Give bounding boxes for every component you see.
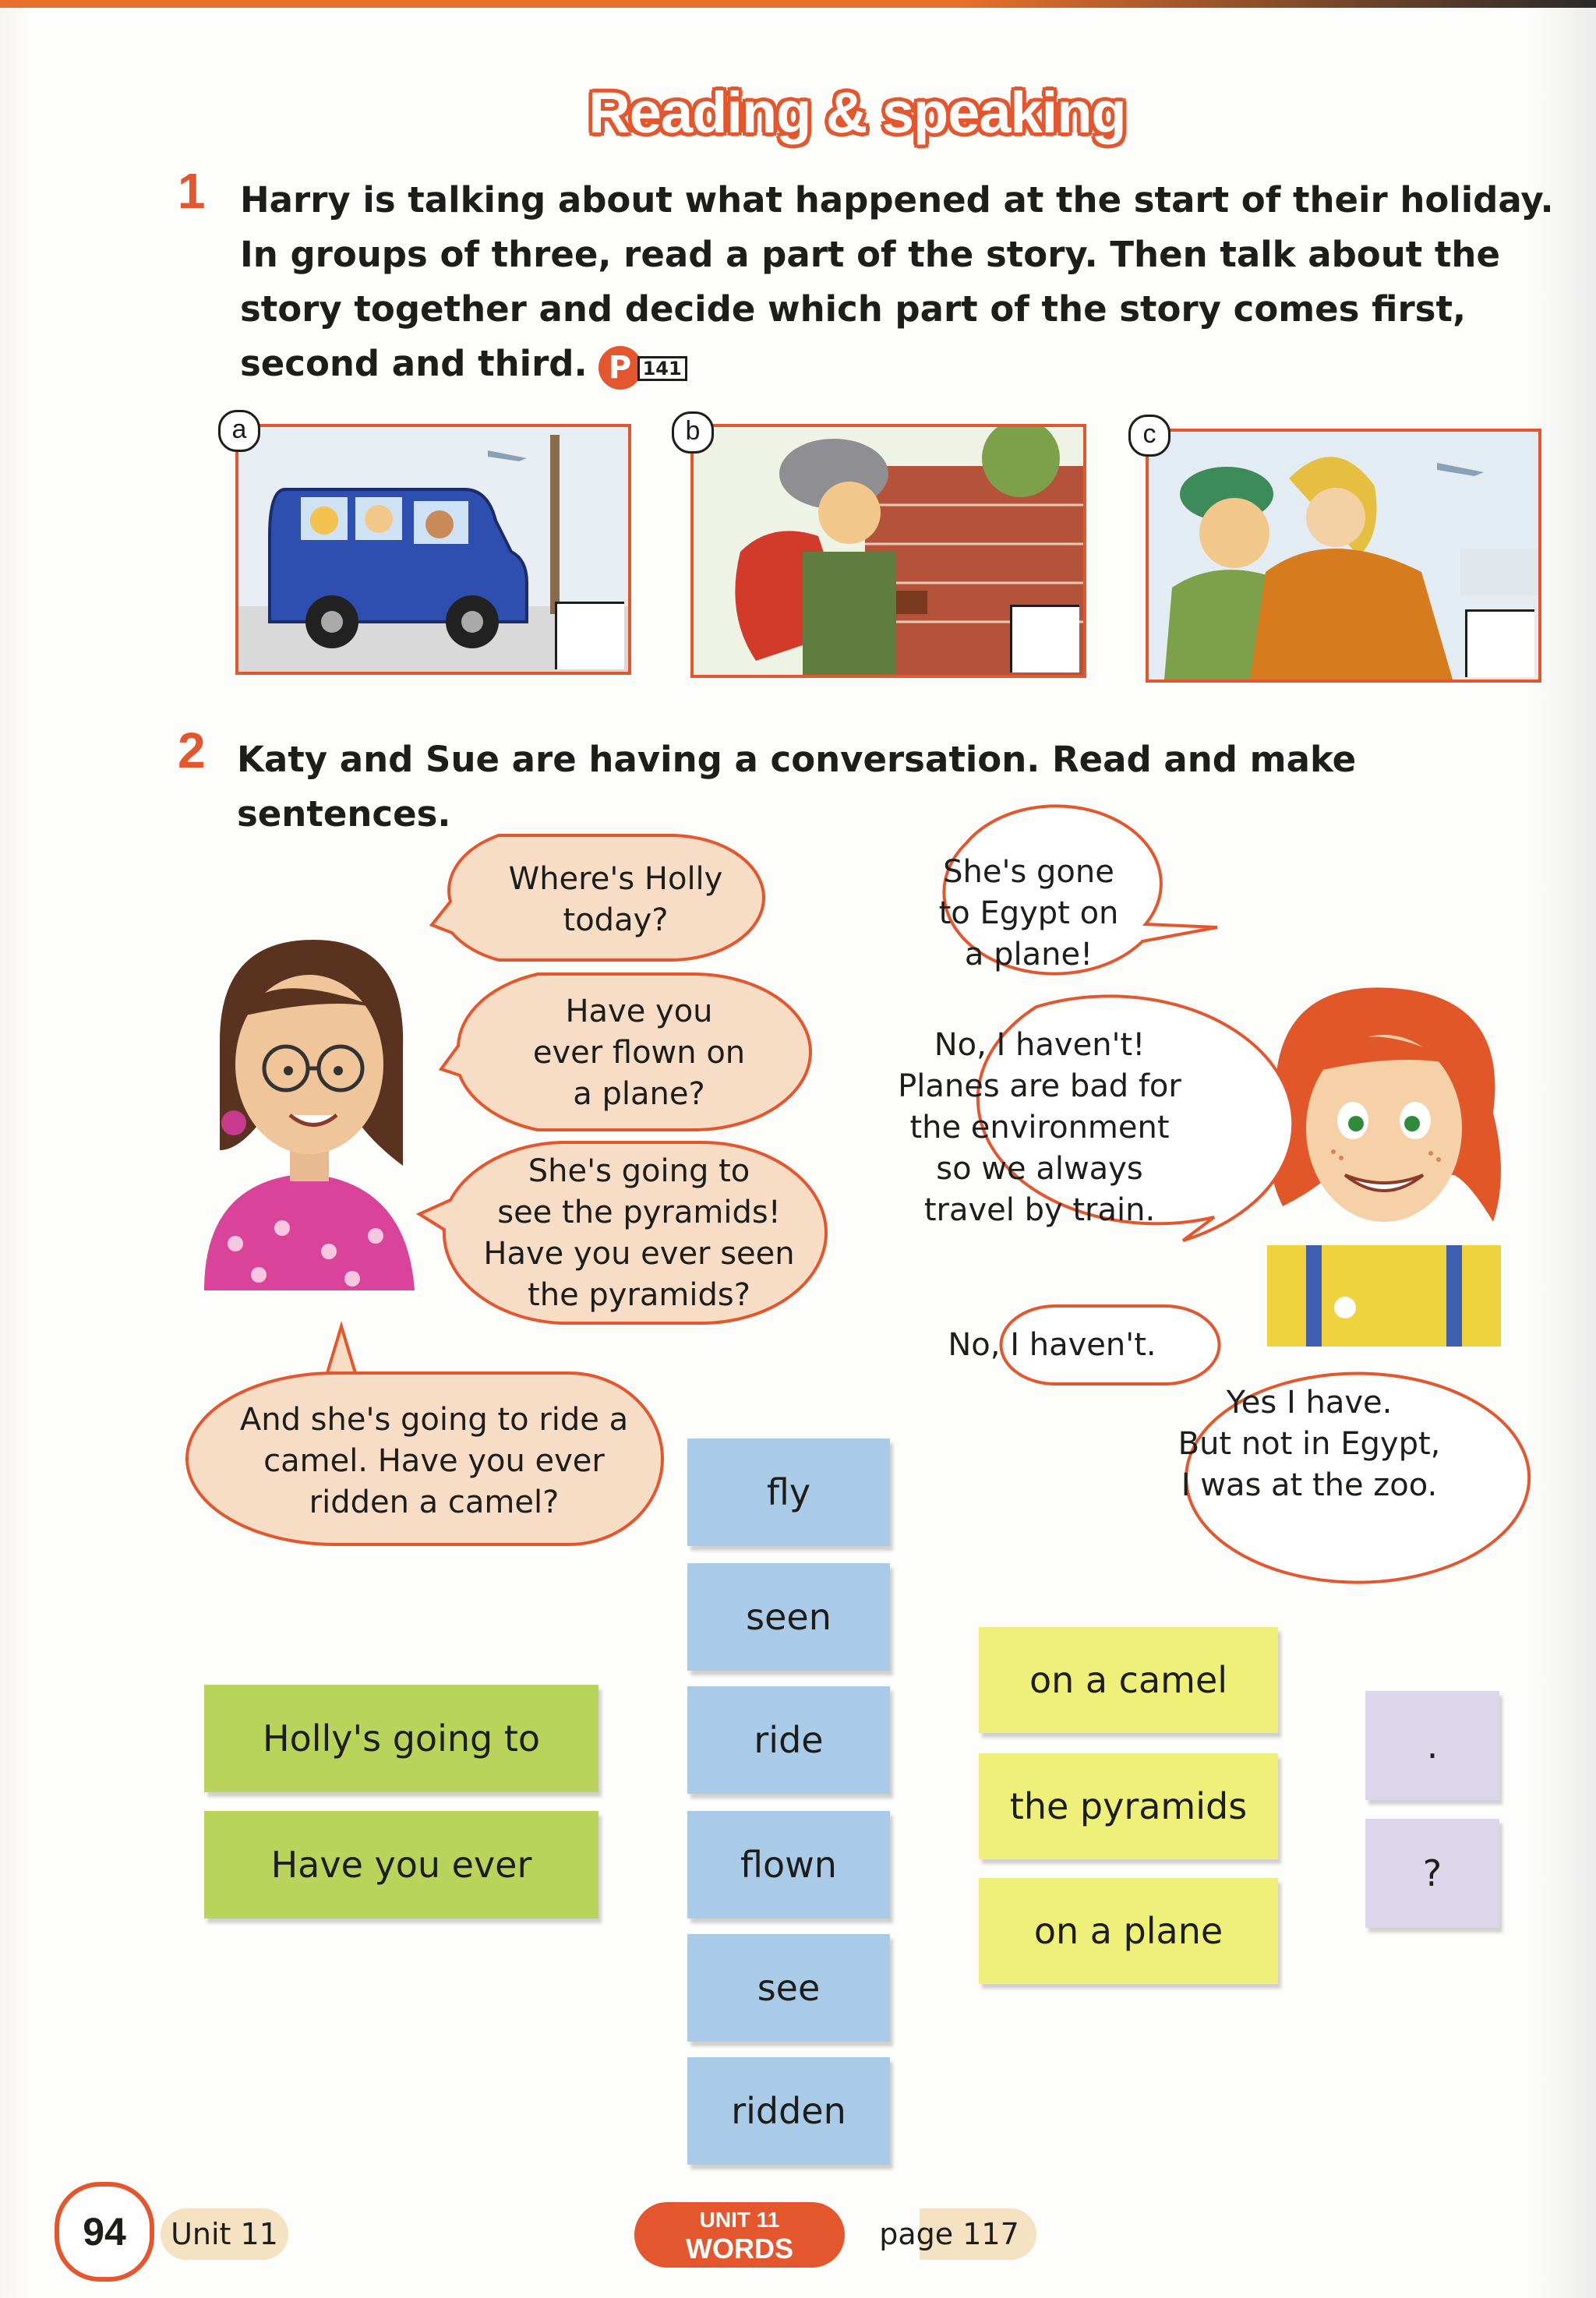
bubble-gone-egypt: She's gone to Egypt on a plane! bbox=[938, 853, 1119, 973]
exercise-1-line: In groups of three, read a part of the story. Then talk about the bbox=[240, 234, 1500, 275]
bubble-camel: And she's going to ride a camel. Have you ever ridden a camel? bbox=[239, 1401, 629, 1520]
exercise-1-line: Harry is talking about what happened at the start of their holiday. bbox=[240, 179, 1554, 221]
exercise-1-line: second and third. P 141 bbox=[240, 337, 1580, 394]
picture-label-a: a bbox=[218, 410, 260, 452]
card-the-pyramids[interactable]: the pyramids bbox=[979, 1753, 1278, 1859]
exercise-2-instruction: Katy and Sue are having a conversation. Read and make sentences. bbox=[237, 739, 1357, 835]
page-number: 94 bbox=[55, 2182, 154, 2282]
unit-words-badge[interactable] bbox=[634, 2202, 845, 2268]
card-ride[interactable]: ride bbox=[687, 1686, 890, 1794]
card-question-mark[interactable]: ? bbox=[1365, 1819, 1499, 1928]
exercise-1-number: 1 bbox=[178, 163, 206, 219]
picture-label-c: c bbox=[1128, 415, 1171, 457]
bubble-no-i-havent: No, I haven't. bbox=[948, 1326, 1156, 1363]
card-on-a-plane[interactable]: on a plane bbox=[979, 1878, 1278, 1984]
card-on-a-camel[interactable]: on a camel bbox=[979, 1627, 1278, 1733]
reference-page: 141 bbox=[637, 356, 687, 381]
reference-letter: P bbox=[598, 346, 642, 390]
exercise-1-line: story together and decide which part of the story comes first, bbox=[240, 288, 1467, 330]
card-ridden[interactable]: ridden bbox=[687, 2057, 890, 2165]
bubble-where-holly: Where's Holly today? bbox=[508, 861, 723, 938]
bubble-planes-bad: No, I haven't! Planes are bad for the environment so we always travel by train. bbox=[898, 1026, 1181, 1228]
picture-label-b: b bbox=[672, 411, 714, 454]
card-flown[interactable]: flown bbox=[687, 1811, 890, 1919]
bubble-pyramids: She's going to see the pyramids! Have you ever seen the pyramids? bbox=[483, 1153, 795, 1313]
card-have-you-ever[interactable]: Have you ever bbox=[204, 1811, 598, 1919]
bubble-ever-flown: Have you ever flown on a plane? bbox=[532, 993, 746, 1112]
words-badge-title: WORDS bbox=[686, 2233, 793, 2264]
bubble-yes-i-have: Yes I have. But not in Egypt, I was at the zoo. bbox=[1178, 1384, 1441, 1503]
page-title: Reading & speaking bbox=[588, 80, 1126, 145]
card-fly[interactable]: fly bbox=[687, 1438, 890, 1546]
unit-label: Unit 11 bbox=[161, 2208, 288, 2260]
words-page-reference: page 117 bbox=[879, 2217, 1019, 2251]
card-seen[interactable]: seen bbox=[687, 1563, 890, 1671]
card-see[interactable]: see bbox=[687, 1934, 890, 2042]
words-badge-unit: UNIT 11 bbox=[699, 2208, 780, 2232]
exercise-2-number: 2 bbox=[178, 722, 206, 778]
card-full-stop[interactable]: . bbox=[1365, 1691, 1499, 1800]
card-hollys-going-to[interactable]: Holly's going to bbox=[204, 1685, 598, 1792]
